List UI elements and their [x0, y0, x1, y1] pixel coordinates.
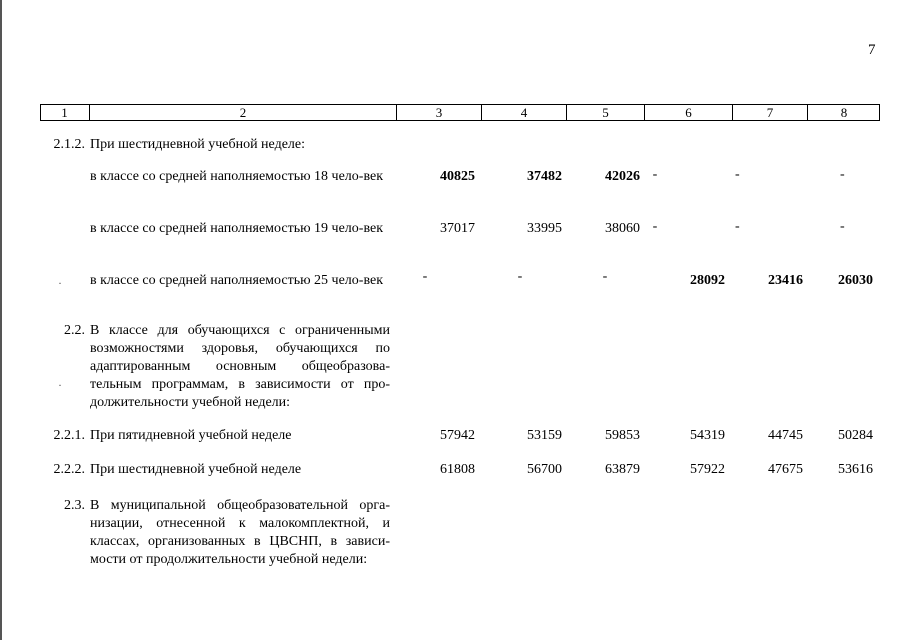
row-label: в классе со средней наполняемостью 25 чело-век: [90, 273, 383, 288]
value-col7: 23416: [768, 273, 803, 288]
row-code: 2.2.2.: [53, 462, 85, 477]
value-col7: 44745: [768, 428, 803, 443]
value-col3: 37017: [440, 221, 475, 236]
value-col6: 28092: [690, 273, 725, 288]
row-code: 2.2.1.: [53, 428, 85, 443]
row-label: в классе со средней наполняемостью 19 чело-век: [90, 221, 383, 236]
value-col5: 59853: [605, 428, 640, 443]
value-col6: 57922: [690, 462, 725, 477]
page-number: 7: [868, 42, 876, 58]
row-label: При шестидневной учебной неделе: [90, 462, 302, 477]
value-col3: 57942: [440, 428, 475, 443]
value-col4: 53159: [527, 428, 562, 443]
column-header-4: 4: [481, 105, 566, 120]
row-label: В муниципальной общеобразовательной орга-низации, отнесенной к малокомплектной, и классах, организованных в ЦВСНП, в зависи-мости от продолжительности учебной недели:: [90, 498, 390, 567]
value-col7: -: [735, 167, 740, 182]
row-code: 2.3.: [64, 498, 85, 513]
column-header-1: 1: [61, 105, 68, 120]
column-header-7: 7: [732, 105, 807, 120]
column-header-row: [40, 104, 880, 121]
row-label: В классе для обучающихся с ограниченными возможностями здоровья, обучающихся по адаптированным основным общеобразова-тельным программам, в зависимости от про-должительности учебной недели:: [90, 323, 390, 410]
value-col6: 54319: [690, 428, 725, 443]
value-col5: 42026: [605, 169, 640, 184]
value-col7: -: [735, 219, 740, 234]
value-col3: 61808: [440, 462, 475, 477]
value-col3: 40825: [440, 169, 475, 184]
row-label: При шестидневной учебной неделе:: [90, 137, 306, 152]
row-label: При пятидневной учебной неделе: [90, 428, 292, 443]
value-col5: 38060: [605, 221, 640, 236]
scan-edge: [0, 0, 2, 640]
value-col8: -: [840, 219, 845, 234]
value-col8: 53616: [838, 462, 873, 477]
row-code: 2.1.2.: [53, 137, 85, 152]
value-col4: 37482: [527, 169, 562, 184]
value-col3: -: [422, 269, 428, 284]
margin-mark: ·: [58, 378, 62, 392]
value-col6: -: [652, 167, 658, 182]
value-col4: 33995: [527, 221, 562, 236]
value-col8: 26030: [838, 273, 873, 288]
margin-mark: ·: [58, 276, 62, 290]
value-col8: 50284: [838, 428, 873, 443]
value-col7: 47675: [768, 462, 803, 477]
value-col4: -: [517, 269, 523, 284]
row-label: в классе со средней наполняемостью 18 чело-век: [90, 169, 383, 184]
column-header-5: 5: [566, 105, 644, 120]
column-header-6: 6: [644, 105, 732, 120]
column-header-2: 2: [89, 105, 396, 120]
column-header-8: 8: [807, 105, 880, 120]
value-col4: 56700: [527, 462, 562, 477]
value-col8: -: [840, 167, 845, 182]
value-col5: 63879: [605, 462, 640, 477]
column-header-3: 3: [396, 105, 481, 120]
row-code: 2.2.: [64, 323, 85, 338]
value-col6: -: [652, 219, 658, 234]
value-col5: -: [602, 269, 608, 284]
